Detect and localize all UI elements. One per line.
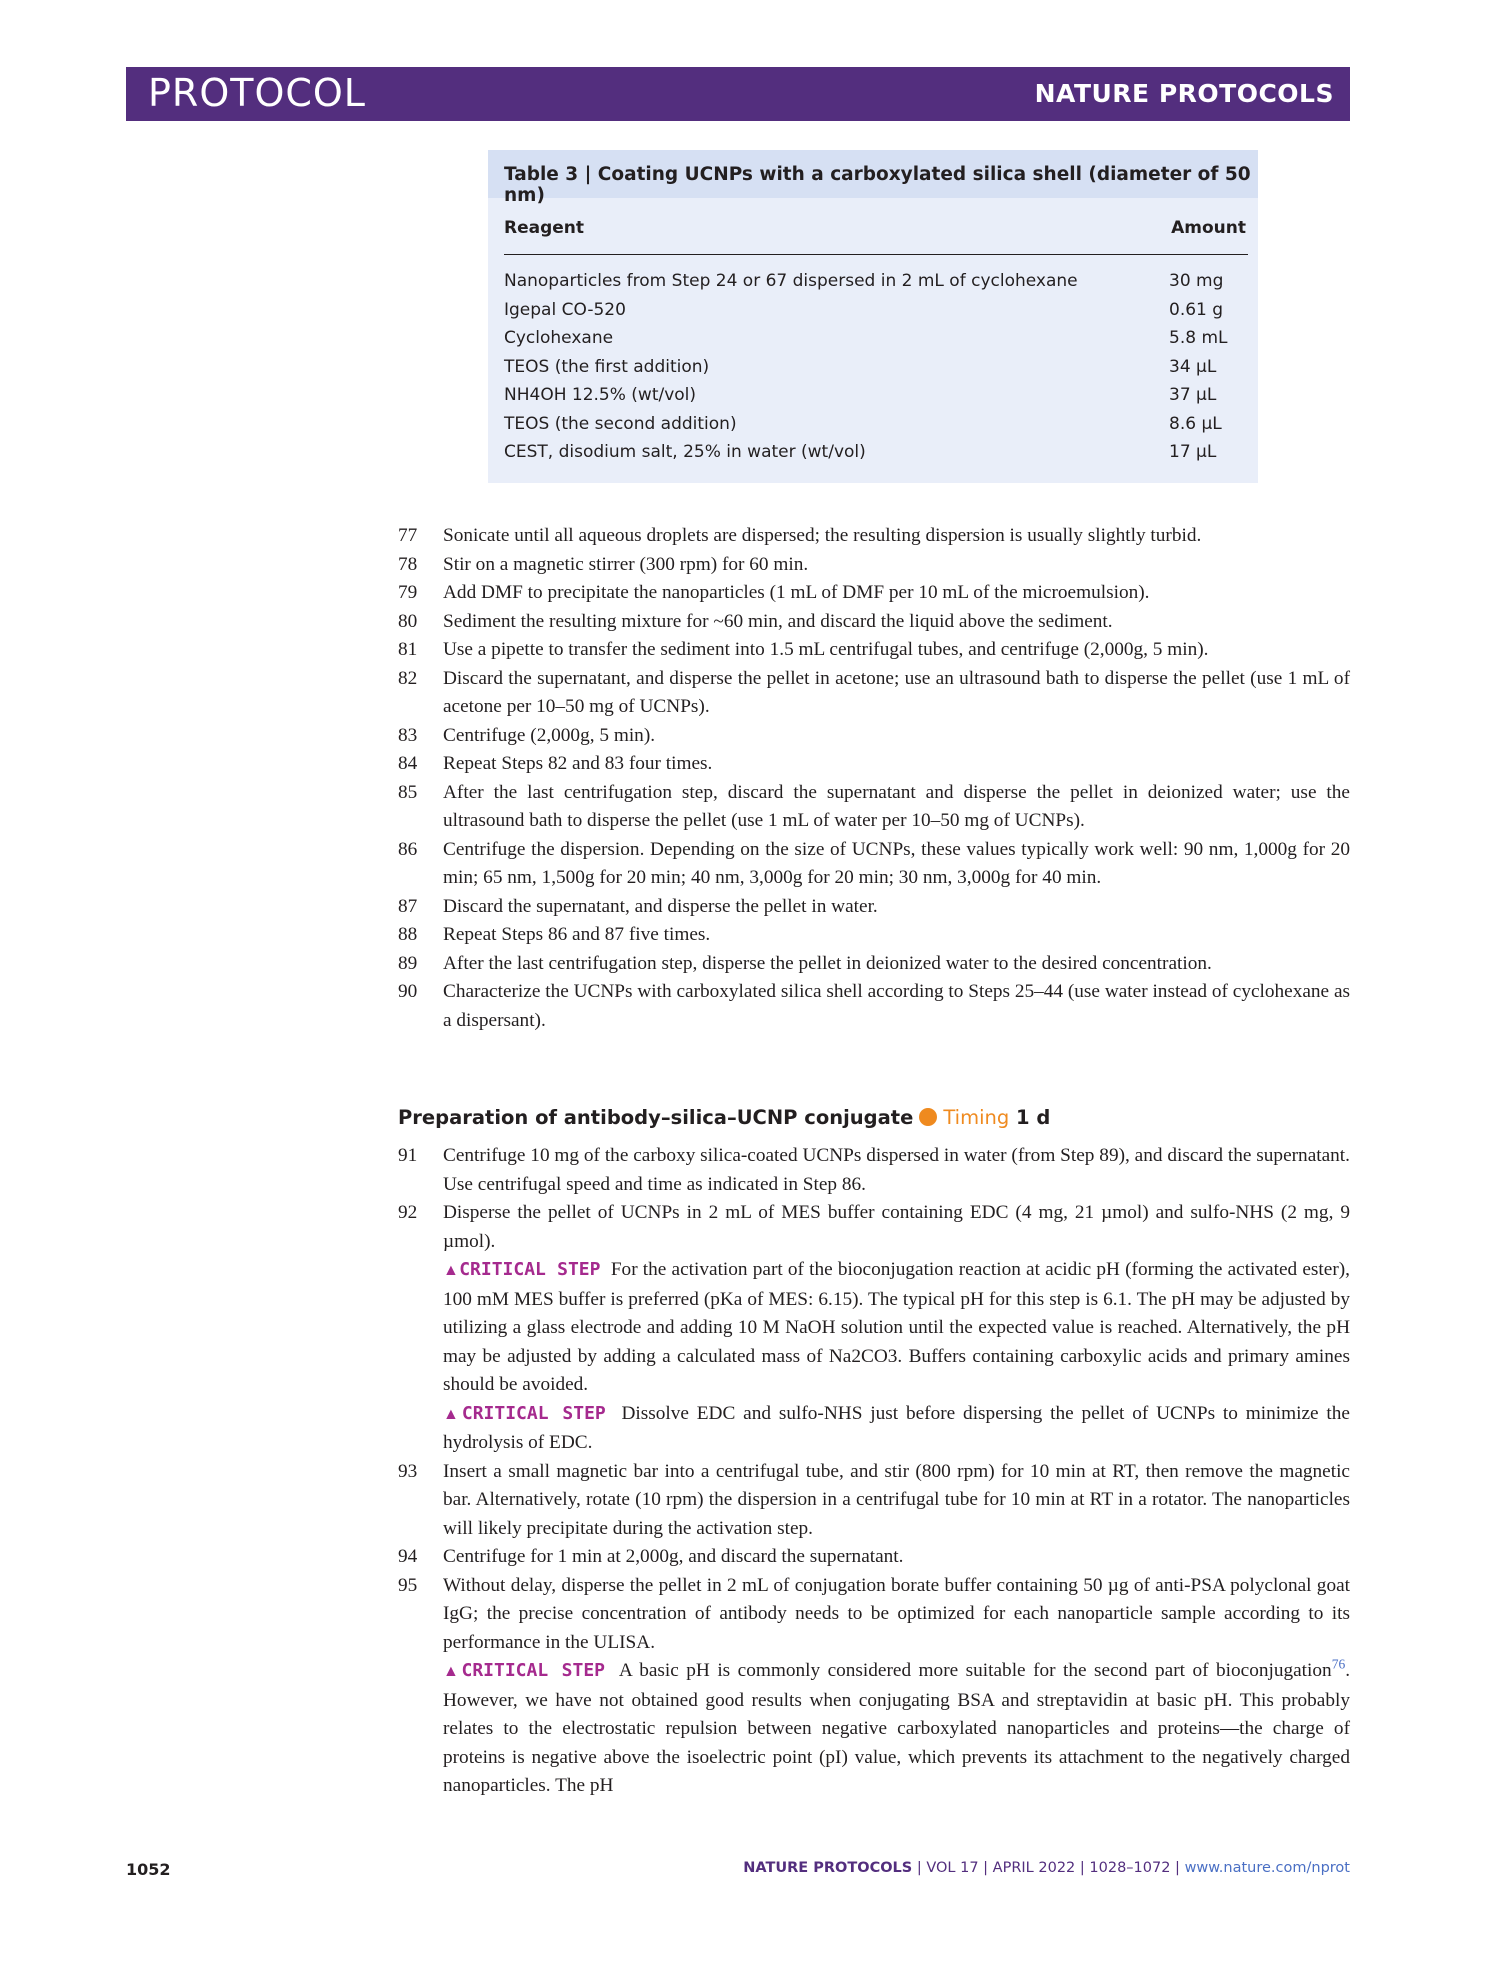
critical-text: A basic pH is commonly considered more suitable for the second part of bioconjugation	[618, 1660, 1332, 1681]
step-text: Sediment the resulting mixture for ~60 min, and discard the liquid above the sediment.	[443, 610, 1113, 632]
step-text: Add DMF to precipitate the nanoparticles (1 mL of DMF per 10 mL of the microemulsion).	[443, 582, 1150, 603]
timing-value: 1 d	[1016, 1106, 1051, 1129]
step-number: 90	[398, 981, 418, 1002]
step-number: 85	[398, 781, 418, 803]
col-header-reagent: Reagent	[504, 218, 585, 238]
table-row	[504, 328, 1248, 356]
page-number: 1052	[126, 1860, 171, 1879]
step-text: Centrifuge the dispersion. Depending on the size of UCNPs, these values typically work well: 90 nm, 1,000g for 20 min; 65 nm, 1,500g for 20 min; 40 nm, 3,000g for 20 min; 30 nm, 3,000g for 40 min.	[443, 838, 1350, 888]
step-77	[398, 522, 1350, 551]
cell-reagent: CEST, disodium salt, 25% in water (wt/vol)	[504, 442, 866, 462]
step-89	[398, 950, 1350, 979]
step-number: 94	[398, 1546, 418, 1567]
critical-text: For the activation part of the bioconjugation reaction at acidic pH (forming the activated ester), 100 mM MES buffer is preferred (pKa of MES: 6.15). The typical pH for this step is 6.1. The pH may be adjusted by utilizing a glass electrode and adding 10 M NaOH solution until the expected value is reached. Alternatively, the pH may be adjusted by adding a calculated mass of Na2CO3. Buffers containing carboxylic acids and primary amines should be avoided.	[443, 1259, 1350, 1395]
step-text: Stir on a magnetic stirrer (300 rpm) for 60 min.	[443, 553, 809, 575]
cell-amount: 8.6 µL	[1169, 413, 1222, 434]
cell-amount: 5.8 mL	[1169, 328, 1228, 348]
step-number: 91	[398, 1145, 418, 1166]
step-82	[398, 665, 1350, 722]
table-row	[504, 357, 1248, 385]
timing-label: Timing	[943, 1106, 1010, 1129]
step-87	[398, 893, 1350, 922]
step-text: After the last centrifugation step, disperse the pellet in deionized water to the desired concentration.	[443, 952, 1212, 974]
reagent-table	[488, 150, 1258, 483]
cell-amount: 34 µL	[1169, 356, 1217, 377]
step-number: 84	[398, 753, 418, 774]
citation-link[interactable]: 76	[1331, 1656, 1346, 1672]
cell-reagent: TEOS (the first addition)	[504, 356, 710, 377]
step-text: Use a pipette to transfer the sediment into 1.5 mL centrifugal tubes, and centrifuge (2,000g, 5 min).	[443, 639, 1209, 660]
footer-url[interactable]: www.nature.com/nprot	[1184, 1860, 1350, 1876]
table-caption-bar	[488, 150, 1258, 206]
cell-reagent: Nanoparticles from Step 24 or 67 dispersed in 2 mL of cyclohexane	[504, 271, 1078, 291]
step-number: 88	[398, 924, 418, 945]
step-text: Centrifuge 10 mg of the carboxy silica-coated UCNPs dispersed in water (from Step 89), and discard the supernatant. Use centrifugal speed and time as indicated in Step 86.	[443, 1145, 1350, 1195]
step-text: Characterize the UCNPs with carboxylated silica shell according to Steps 25–44 (use water instead of cyclohexane as a dispersant).	[443, 981, 1351, 1031]
warning-triangle-icon: ▲	[443, 1262, 460, 1279]
critical-step-note	[443, 1400, 1350, 1458]
step-text: Centrifuge (2,000g, 5 min).	[443, 724, 656, 746]
step-91	[398, 1142, 1350, 1199]
steps-list-a	[398, 522, 1350, 1035]
step-88	[398, 921, 1350, 950]
step-text: Sonicate until all aqueous droplets are dispersed; the resulting dispersion is usually slightly turbid.	[443, 525, 1202, 546]
table-caption: Table 3 | Coating UCNPs with a carboxylated silica shell (diameter of 50 nm)	[504, 164, 1251, 206]
step-84	[398, 750, 1350, 779]
step-text: Discard the supernatant, and disperse the pellet in acetone; use an ultrasound bath to disperse the pellet (use 1 mL of acetone per 10–50 mg of UCNPs).	[443, 667, 1350, 717]
step-number: 79	[398, 582, 418, 603]
warning-triangle-icon: ▲	[443, 1405, 462, 1423]
table-row	[504, 300, 1248, 328]
step-85	[398, 779, 1350, 836]
step-number: 92	[398, 1202, 418, 1223]
steps-list-b	[398, 1142, 1350, 1801]
step-text: After the last centrifugation step, discard the supernatant and disperse the pellet in deionized water; use the ultrasound bath to disperse the pellet (use 1 mL of water per 10–50 mg of UCNPs).	[443, 781, 1350, 831]
table-header-rule	[504, 254, 1248, 255]
critical-text: Dissolve EDC and sulfo-NHS just before dispersing the pellet of UCNPs to minimize the hydrolysis of EDC.	[443, 1402, 1350, 1453]
timing-dot-icon	[919, 1108, 937, 1126]
step-number: 89	[398, 952, 418, 974]
step-78	[398, 551, 1350, 580]
cell-reagent: Cyclohexane	[504, 328, 614, 348]
section-title: Preparation of antibody–silica–UCNP conjugate	[398, 1106, 914, 1129]
step-number: 93	[398, 1460, 418, 1482]
col-header-amount: Amount	[1171, 218, 1246, 238]
critical-step-note	[443, 1256, 1350, 1400]
cell-reagent: NH4OH 12.5% (wt/vol)	[504, 385, 697, 405]
warning-triangle-icon: ▲	[443, 1663, 462, 1680]
step-90	[398, 978, 1350, 1035]
step-number: 81	[398, 639, 418, 660]
step-94	[398, 1543, 1350, 1572]
step-80	[398, 608, 1350, 637]
step-92	[398, 1199, 1350, 1256]
table-row	[504, 414, 1248, 442]
step-text: Repeat Steps 82 and 83 four times.	[443, 753, 713, 774]
step-83	[398, 722, 1350, 751]
table-row	[504, 385, 1248, 413]
step-number: 95	[398, 1574, 418, 1596]
footer-date: APRIL 2022	[992, 1860, 1076, 1876]
step-number: 80	[398, 610, 418, 632]
footer-journal: NATURE PROTOCOLS	[743, 1860, 913, 1876]
step-number: 86	[398, 838, 418, 860]
critical-label: CRITICAL STEP	[459, 1259, 601, 1280]
section-label: PROTOCOL	[148, 71, 366, 115]
cell-amount: 30 mg	[1169, 271, 1224, 291]
step-text: Repeat Steps 86 and 87 five times.	[443, 924, 711, 945]
table-row	[504, 442, 1248, 470]
footer-citation: NATURE PROTOCOLS | VOL 17 | APRIL 2022 | 1028–1072 | www.nature.com/nprot	[743, 1860, 1350, 1876]
step-81	[398, 636, 1350, 665]
step-93	[398, 1458, 1350, 1544]
critical-label: CRITICAL STEP	[461, 1660, 606, 1681]
critical-text: . However, we have not obtained good results when conjugating BSA and streptavidin at basic pH. This probably relates to the electrostatic repulsion between negative carboxylated nanoparticles and proteins—the charge of proteins is negative above the isoelectric point (pI) value, which prevents its attachment to the negatively charged nanoparticles. The pH	[443, 1660, 1351, 1796]
step-text: Discard the supernatant, and disperse the pellet in water.	[443, 895, 878, 917]
cell-amount: 37 µL	[1169, 385, 1217, 405]
critical-step-note	[443, 1657, 1350, 1801]
footer-pages: 1028–1072	[1089, 1860, 1171, 1876]
table-row	[504, 271, 1248, 299]
step-number: 77	[398, 525, 418, 546]
step-text: Without delay, disperse the pellet in 2 mL of conjugation borate buffer containing 50 µg of anti-PSA polyclonal goat IgG; the precise concentration of antibody needs to be optimized for each nanoparticle sample according to its performance in the ULISA.	[443, 1574, 1350, 1653]
header-banner	[126, 67, 1350, 121]
journal-name: NATURE PROTOCOLS	[1034, 79, 1334, 108]
step-text: Disperse the pellet of UCNPs in 2 mL of MES buffer containing EDC (4 mg, 21 µmol) and sulfo-NHS (2 mg, 9 µmol).	[443, 1202, 1350, 1252]
cell-reagent: TEOS (the second addition)	[504, 413, 737, 434]
step-86	[398, 836, 1350, 893]
step-number: 87	[398, 895, 418, 917]
cell-amount: 0.61 g	[1169, 299, 1224, 320]
cell-amount: 17 µL	[1169, 442, 1217, 462]
cell-reagent: Igepal CO-520	[504, 299, 626, 320]
step-79	[398, 579, 1350, 608]
section-heading	[398, 1106, 1050, 1129]
step-number: 83	[398, 724, 418, 746]
step-text: Insert a small magnetic bar into a centrifugal tube, and stir (800 rpm) for 10 min at RT, then remove the magnetic bar. Alternatively, rotate (10 rpm) the dispersion in a centrifugal tube for 10 min at RT in a rotator. The nanoparticles will likely precipitate during the activation step.	[443, 1460, 1350, 1539]
step-number: 82	[398, 667, 418, 689]
step-text: Centrifuge for 1 min at 2,000g, and discard the supernatant.	[443, 1546, 904, 1567]
critical-label: CRITICAL STEP	[461, 1402, 606, 1424]
step-number: 78	[398, 553, 418, 575]
step-95	[398, 1572, 1350, 1658]
footer-volume: VOL 17	[926, 1860, 979, 1876]
